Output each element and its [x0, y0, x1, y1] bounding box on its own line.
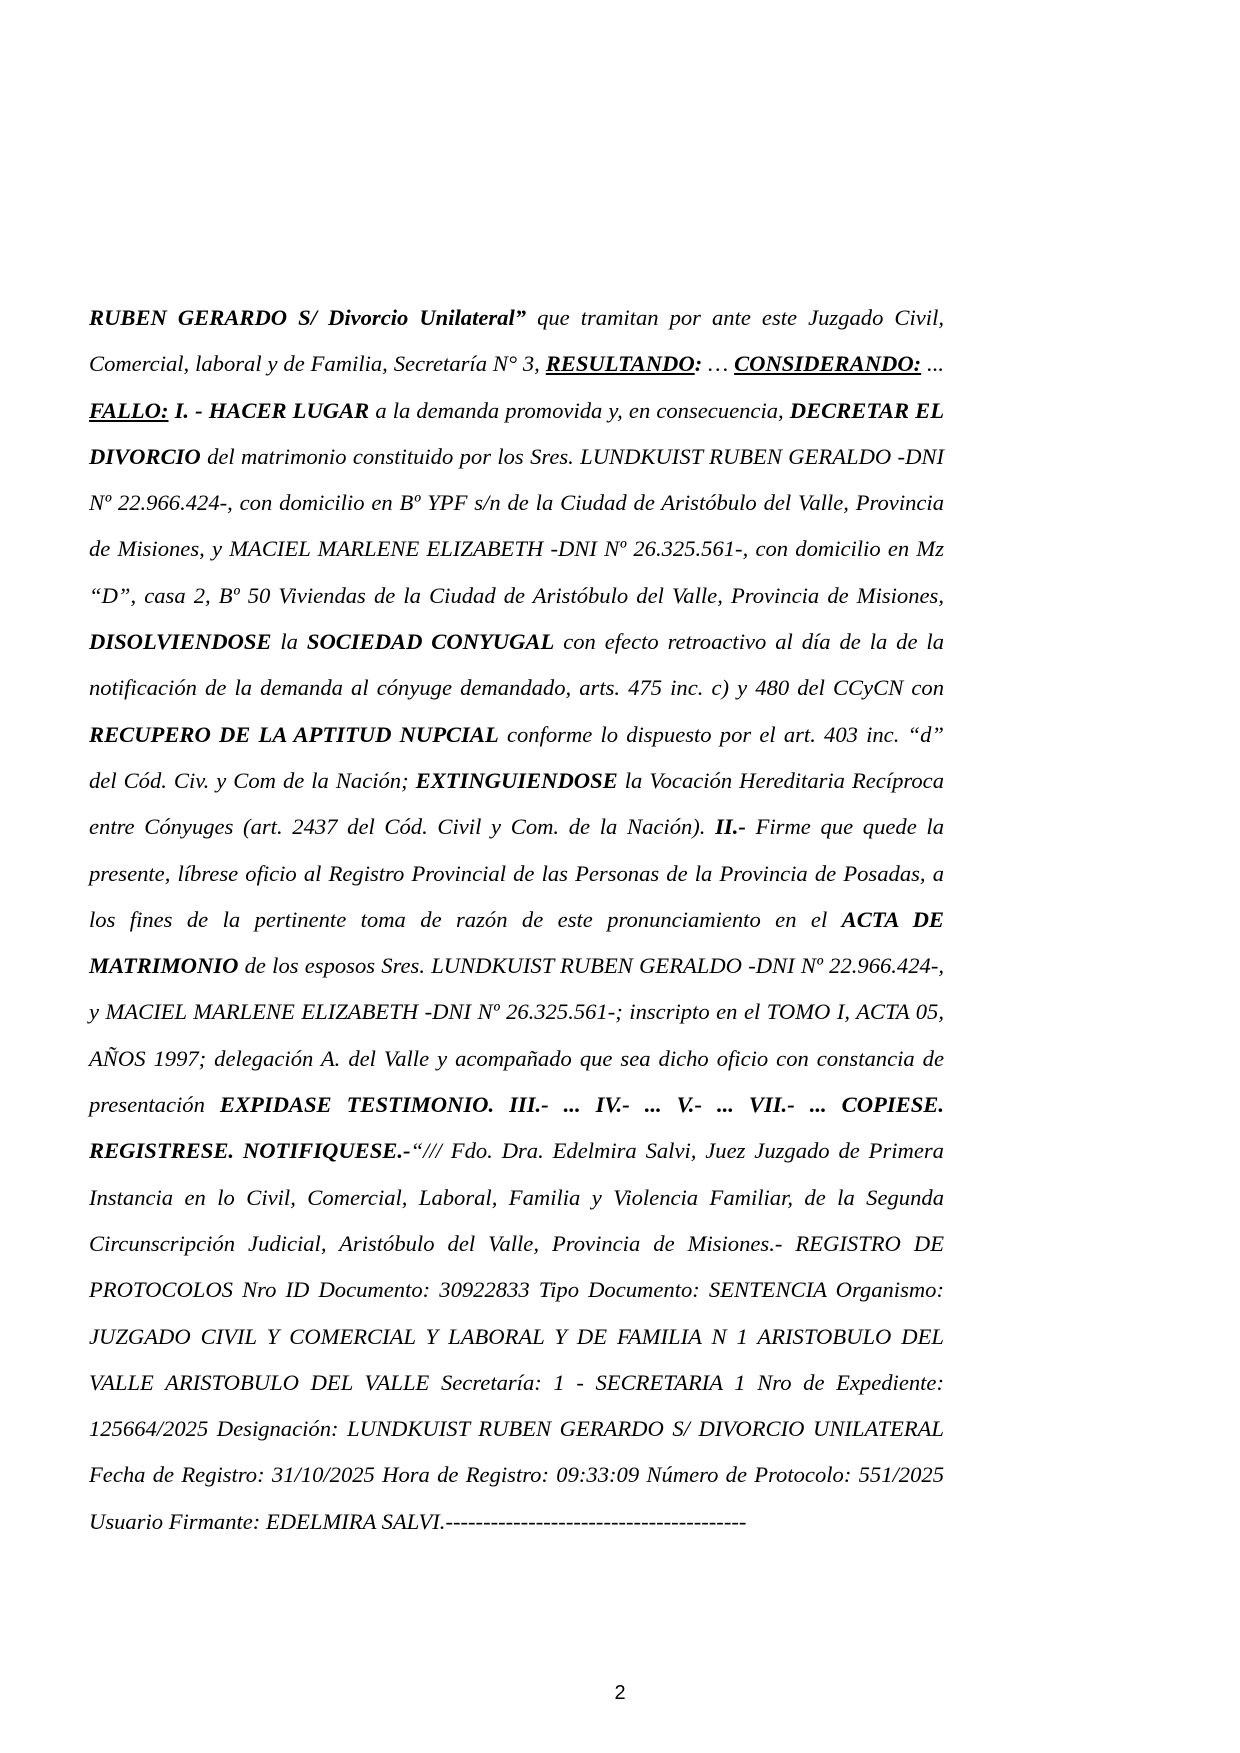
text-segment: “/// Fdo. Dra. Edelmira Salvi, Juez Juzgado de Primera Instancia en lo Civil, Comercial, Laboral, Familia y Violencia Familiar, de la Segunda Circunscripción Judicial, Aristóbulo del Valle, Provincia de Misiones.- REGISTRO DE PROTOCOLOS Nro ID Documento: 30922833 Tipo Documento: SENTENCIA Organismo: JUZGADO CIVIL Y COMERCIAL Y LABORAL Y DE FAMILIA N 1 ARISTOBULO DEL VALLE ARISTOBULO DEL VALLE Secretaría: 1 - SECRETARIA 1 Nro de Expediente: 125664/2025 Designación: LUNDKUIST RUBEN GERARDO S/ DIVORCIO UNILATERAL Fecha de Registro: 31/10/2025 Hora de Registro: 09:33:09 Número de Protocolo: 551/2025 Usuario Firmante: EDELMIRA SALVI.---------------------------------------- — [89, 1138, 944, 1534]
bold-text-segment: RUBEN GERARDO S/ Divorcio Unilateral” — [89, 305, 527, 330]
underlined-text: RESULTANDO — [545, 351, 695, 377]
text-segment: de los esposos Sres. LUNDKUIST RUBEN GERALDO -DNI Nº 22.966.424-, y MACIEL MARLENE ELIZABETH -DNI Nº 26.325.561-; inscripto en el TOMO I, ACTA 05, AÑOS 1997; delegación A. del Valle y acompañado que sea dicho oficio con constancia de presentación — [89, 953, 944, 1118]
text-segment: ... — [921, 351, 945, 377]
bold-text-segment: RECUPERO DE LA APTITUD NUPCIAL — [89, 721, 499, 747]
text-segment: la — [271, 629, 307, 655]
text-segment: conforme lo dispuesto por el art. 403 inc. “d” del Cód. Civ. y Com de la Nación; — [89, 721, 944, 793]
bold-text-segment: I. - HACER LUGAR — [168, 397, 370, 423]
text-segment: la Vocación Hereditaria Recíproca entre Cónyuges (art. 2437 del Cód. Civil y Com. de la Nación). — [89, 767, 944, 840]
bold-text-segment: II.- — [715, 814, 746, 840]
text-segment: con efecto retroactivo al día de la de la notificación de la demanda al cónyuge demandado, arts. 475 inc. c) y 480 del CCyCN con — [89, 629, 944, 701]
bold-text-segment: : — [694, 351, 703, 377]
bold-text-segment: DISOLVIENDOSE — [89, 629, 272, 655]
text-segment: a la demanda promovida y, en consecuencia, — [369, 397, 790, 423]
bold-text-segment — [89, 398, 169, 423]
bold-text-segment: SOCIEDAD CONYUGAL — [306, 629, 555, 655]
bold-text-segment: EXPIDASE TESTIMONIO. III.- ... IV.- ... V.- ... VII.- ... COPIESE. REGISTRESE. NOTIFIQUESE.- — [89, 1092, 944, 1164]
text-segment: … — [702, 351, 735, 377]
bold-text-segment: EXTINGUIENDOSE — [415, 767, 618, 793]
underlined-text: FALLO: — [89, 397, 169, 423]
bold-text-segment: DECRETAR EL DIVORCIO — [89, 397, 944, 469]
document-body — [89, 295, 944, 1545]
text-segment: Firme que quede la presente, líbrese oficio al Registro Provincial de las Personas de la Provincia de Posadas, a los fines de la pertinente toma de razón de este pronunciamiento en el — [89, 814, 944, 932]
text-segment: del matrimonio constituido por los Sres. LUNDKUIST RUBEN GERALDO -DNI Nº 22.966.424-, con domicilio en Bº YPF s/n de la Ciudad de Aristóbulo del Valle, Provincia de Misiones, y MACIEL MARLENE ELIZABETH -DNI Nº 26.325.561-, con domicilio en Mz “D”, casa 2, Bº 50 Viviendas de la Ciudad de Aristóbulo del Valle, Provincia de Misiones, — [89, 443, 944, 608]
bold-text-segment — [734, 351, 921, 376]
bold-text-segment — [546, 351, 695, 376]
underlined-text: CONSIDERANDO: — [734, 351, 922, 377]
page-number: 2 — [614, 1682, 626, 1704]
text-segment: que tramitan por ante este Juzgado Civil, Comercial, laboral y de Familia, Secretaría N° 3, — [89, 305, 944, 377]
bold-text-segment: ACTA DE MATRIMONIO — [89, 906, 944, 979]
